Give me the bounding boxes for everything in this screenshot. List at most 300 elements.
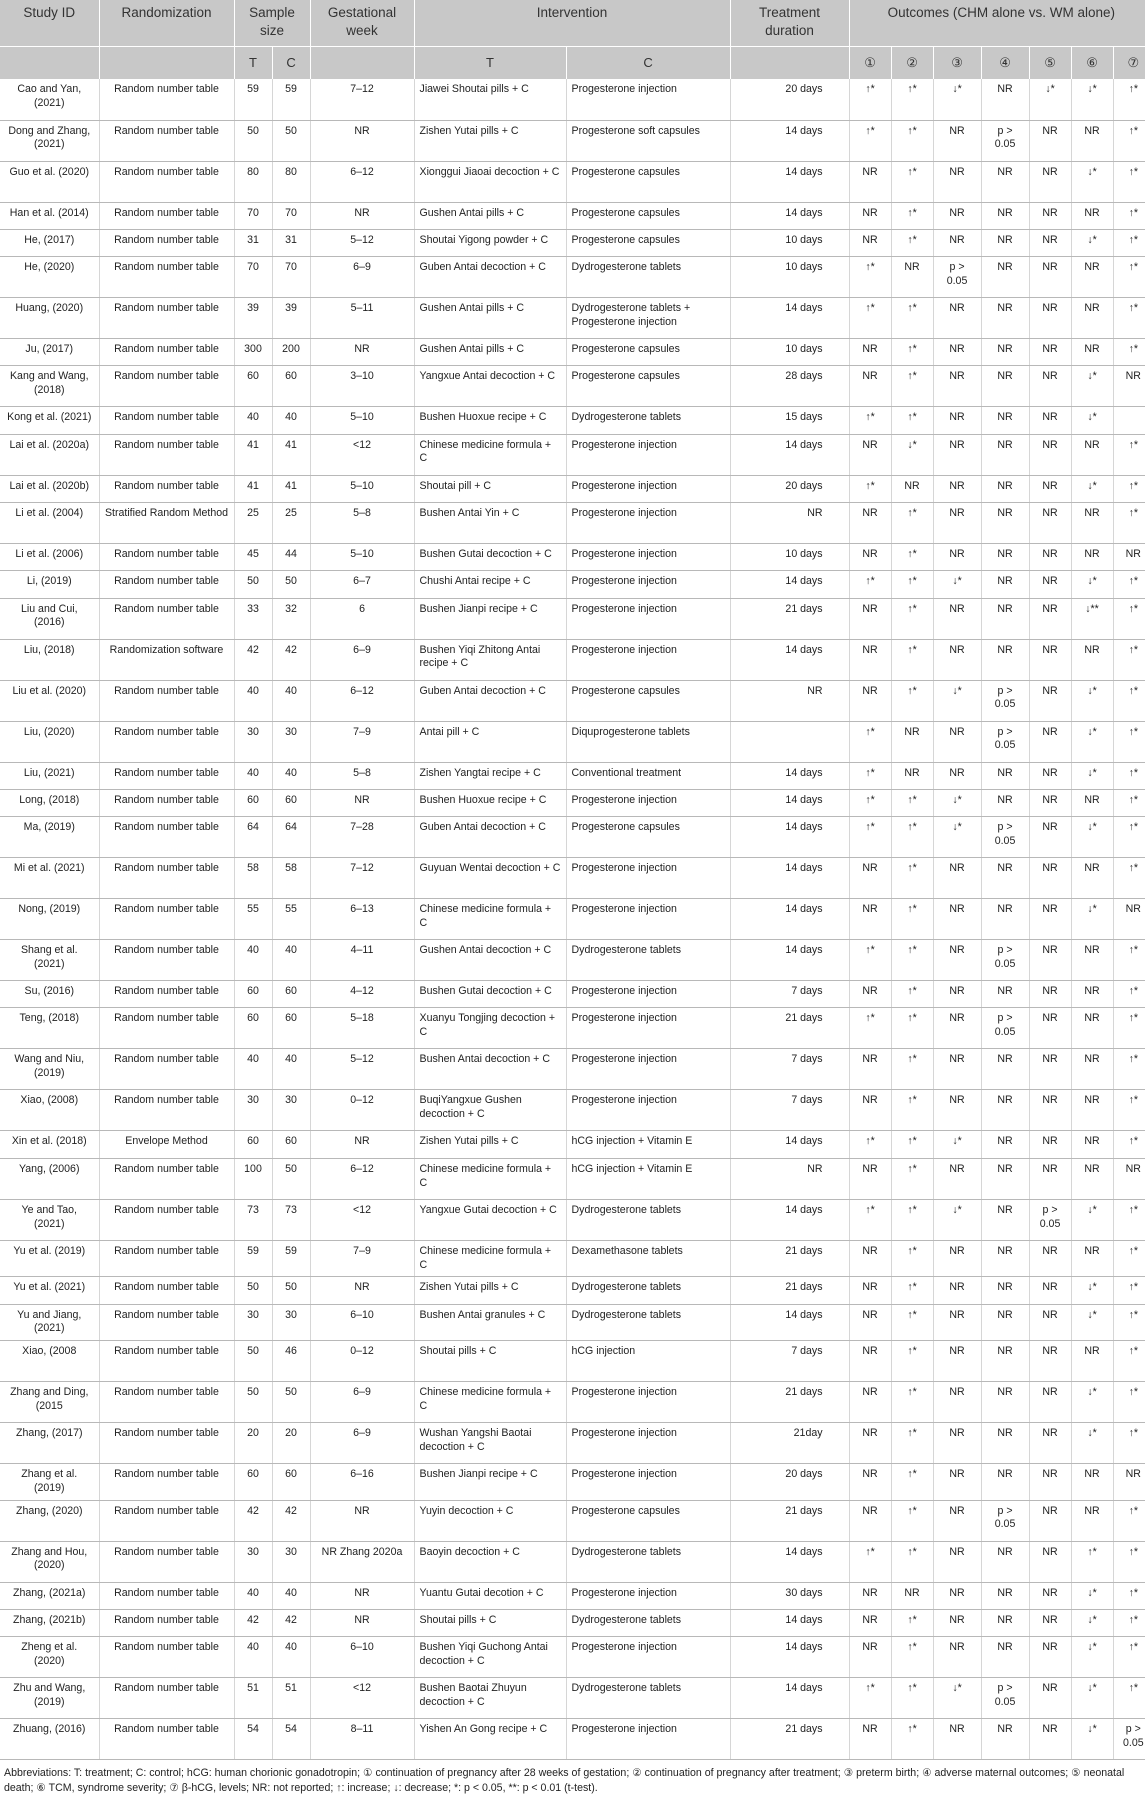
outcome-5-cell: NR: [1029, 475, 1071, 502]
duration-cell: 10 days: [730, 229, 849, 256]
gestational-week-cell: 6–9: [310, 1423, 414, 1464]
outcome-3-cell: ↓*: [933, 1678, 981, 1719]
gestational-week-cell: <12: [310, 434, 414, 475]
sample-c-cell: 50: [272, 120, 310, 161]
outcome-6-cell: ↓*: [1071, 1423, 1113, 1464]
outcome-2-cell: ↑*: [891, 639, 933, 680]
outcome-5-cell: NR: [1029, 229, 1071, 256]
randomization-cell: Random number table: [99, 120, 234, 161]
study-id-cell: Guo et al. (2020): [0, 161, 99, 202]
intervention-t-cell: Bushen Gutai decoction + C: [414, 543, 566, 570]
outcome-4-cell: NR: [981, 1609, 1029, 1636]
outcome-6-cell: NR: [1071, 858, 1113, 899]
table-row: [0, 639, 1145, 680]
table-row: [0, 1049, 1145, 1090]
sample-c-cell: 42: [272, 639, 310, 680]
sample-c-cell: 55: [272, 899, 310, 940]
intervention-t-cell: Guben Antai decoction + C: [414, 257, 566, 298]
outcome-7-cell: ↑*: [1113, 981, 1145, 1008]
outcome-4-cell: NR: [981, 639, 1029, 680]
intervention-c-cell: Dydrogesterone tablets: [566, 1678, 730, 1719]
outcome-2-cell: ↑*: [891, 543, 933, 570]
header-intervention-c: C: [566, 47, 730, 80]
gestational-week-cell: 6–9: [310, 1382, 414, 1423]
outcome-4-cell: NR: [981, 434, 1029, 475]
outcome-1-cell: NR: [849, 899, 891, 940]
intervention-c-cell: Progesterone capsules: [566, 817, 730, 858]
outcome-5-cell: NR: [1029, 680, 1071, 721]
gestational-week-cell: 4–11: [310, 940, 414, 981]
outcome-5-cell: NR: [1029, 981, 1071, 1008]
gestational-week-cell: 5–18: [310, 1008, 414, 1049]
outcome-2-cell: ↑*: [891, 1304, 933, 1341]
intervention-c-cell: Progesterone injection: [566, 1008, 730, 1049]
sample-c-cell: 58: [272, 858, 310, 899]
outcome-3-cell: NR: [933, 899, 981, 940]
outcome-4-cell: NR: [981, 1199, 1029, 1240]
duration-cell: 30 days: [730, 1582, 849, 1609]
outcome-2-cell: ↑*: [891, 1277, 933, 1304]
outcome-5-cell: NR: [1029, 1304, 1071, 1341]
intervention-c-cell: Progesterone injection: [566, 1464, 730, 1501]
outcome-1-cell: NR: [849, 639, 891, 680]
duration-cell: 21 days: [730, 1240, 849, 1277]
gestational-week-cell: NR: [310, 202, 414, 229]
intervention-c-cell: Dydrogesterone tablets: [566, 1277, 730, 1304]
outcome-4-cell: p > 0.05: [981, 680, 1029, 721]
duration-cell: NR: [730, 502, 849, 543]
outcome-6-cell: NR: [1071, 789, 1113, 816]
outcome-7-cell: NR: [1113, 366, 1145, 407]
outcome-2-cell: ↑*: [891, 1637, 933, 1678]
sample-t-cell: 30: [234, 1090, 272, 1131]
randomization-cell: Random number table: [99, 1500, 234, 1541]
outcome-4-cell: p > 0.05: [981, 120, 1029, 161]
intervention-t-cell: Bushen Huoxue recipe + C: [414, 407, 566, 434]
outcome-3-cell: NR: [933, 407, 981, 434]
duration-cell: NR: [730, 1158, 849, 1199]
outcome-1-cell: NR: [849, 1423, 891, 1464]
outcome-1-cell: NR: [849, 981, 891, 1008]
outcome-1-cell: NR: [849, 229, 891, 256]
outcome-5-cell: NR: [1029, 1719, 1071, 1760]
randomization-cell: Random number table: [99, 1382, 234, 1423]
gestational-week-cell: NR: [310, 1131, 414, 1158]
outcome-4-cell: NR: [981, 161, 1029, 202]
duration-cell: 14 days: [730, 120, 849, 161]
outcome-2-cell: ↑*: [891, 298, 933, 339]
outcome-5-cell: NR: [1029, 339, 1071, 366]
sample-c-cell: 46: [272, 1341, 310, 1382]
outcome-4-cell: NR: [981, 1277, 1029, 1304]
outcome-1-cell: NR: [849, 366, 891, 407]
gestational-week-cell: 6–9: [310, 257, 414, 298]
header-outcome-4: ④: [981, 47, 1029, 80]
gestational-week-cell: <12: [310, 1678, 414, 1719]
gestational-week-cell: 6–12: [310, 680, 414, 721]
outcome-3-cell: NR: [933, 366, 981, 407]
table-row: [0, 899, 1145, 940]
duration-cell: 14 days: [730, 858, 849, 899]
outcome-1-cell: NR: [849, 1464, 891, 1501]
sample-t-cell: 60: [234, 366, 272, 407]
outcome-2-cell: ↑*: [891, 120, 933, 161]
header-blank: [0, 47, 99, 80]
outcome-1-cell: NR: [849, 680, 891, 721]
sample-c-cell: 64: [272, 817, 310, 858]
table-row: [0, 981, 1145, 1008]
gestational-week-cell: 6–16: [310, 1464, 414, 1501]
outcome-3-cell: NR: [933, 475, 981, 502]
outcome-3-cell: ↓*: [933, 1131, 981, 1158]
outcome-3-cell: NR: [933, 1541, 981, 1582]
intervention-t-cell: Chinese medicine formula + C: [414, 1158, 566, 1199]
intervention-c-cell: Progesterone injection: [566, 1090, 730, 1131]
outcome-4-cell: NR: [981, 598, 1029, 639]
table-row: [0, 858, 1145, 899]
outcome-3-cell: p > 0.05: [933, 257, 981, 298]
outcome-4-cell: NR: [981, 1423, 1029, 1464]
sample-t-cell: 30: [234, 1541, 272, 1582]
duration-cell: 7 days: [730, 1341, 849, 1382]
outcome-5-cell: NR: [1029, 858, 1071, 899]
sample-c-cell: 31: [272, 229, 310, 256]
gestational-week-cell: 5–10: [310, 407, 414, 434]
randomization-cell: Random number table: [99, 407, 234, 434]
study-id-cell: Huang, (2020): [0, 298, 99, 339]
intervention-c-cell: Progesterone capsules: [566, 161, 730, 202]
duration-cell: 14 days: [730, 1678, 849, 1719]
sample-c-cell: 40: [272, 407, 310, 434]
randomization-cell: Random number table: [99, 366, 234, 407]
outcome-1-cell: NR: [849, 1637, 891, 1678]
header-treatment-duration: Treatment duration: [730, 0, 849, 47]
outcome-7-cell: ↑*: [1113, 817, 1145, 858]
table-row: [0, 257, 1145, 298]
intervention-c-cell: Progesterone injection: [566, 475, 730, 502]
intervention-t-cell: Jiawei Shoutai pills + C: [414, 79, 566, 120]
outcome-5-cell: NR: [1029, 1240, 1071, 1277]
sample-t-cell: 42: [234, 639, 272, 680]
sample-t-cell: 50: [234, 1341, 272, 1382]
outcome-3-cell: NR: [933, 598, 981, 639]
randomization-cell: Random number table: [99, 1609, 234, 1636]
outcome-3-cell: NR: [933, 1341, 981, 1382]
outcome-1-cell: ↑*: [849, 817, 891, 858]
outcome-6-cell: NR: [1071, 981, 1113, 1008]
outcome-5-cell: NR: [1029, 502, 1071, 543]
outcome-5-cell: NR: [1029, 1609, 1071, 1636]
outcome-5-cell: NR: [1029, 789, 1071, 816]
intervention-t-cell: BuqiYangxue Gushen decoction + C: [414, 1090, 566, 1131]
outcome-4-cell: p > 0.05: [981, 1500, 1029, 1541]
table-row: [0, 298, 1145, 339]
randomization-cell: Stratified Random Method: [99, 502, 234, 543]
intervention-t-cell: Gushen Antai pills + C: [414, 298, 566, 339]
study-id-cell: Han et al. (2014): [0, 202, 99, 229]
outcome-2-cell: NR: [891, 1582, 933, 1609]
randomization-cell: Random number table: [99, 543, 234, 570]
outcome-7-cell: ↑*: [1113, 940, 1145, 981]
sample-c-cell: 59: [272, 79, 310, 120]
outcome-1-cell: ↑*: [849, 1678, 891, 1719]
intervention-t-cell: Zishen Yangtai recipe + C: [414, 762, 566, 789]
duration-cell: 14 days: [730, 899, 849, 940]
outcome-6-cell: ↓*: [1071, 1382, 1113, 1423]
outcome-3-cell: NR: [933, 161, 981, 202]
study-id-cell: Cao and Yan, (2021): [0, 79, 99, 120]
study-id-cell: Wang and Niu, (2019): [0, 1049, 99, 1090]
intervention-c-cell: Progesterone injection: [566, 1582, 730, 1609]
intervention-t-cell: Bushen Jianpi recipe + C: [414, 1464, 566, 1501]
outcome-6-cell: ↓*: [1071, 407, 1113, 434]
outcome-3-cell: NR: [933, 639, 981, 680]
gestational-week-cell: 5–10: [310, 475, 414, 502]
outcome-4-cell: NR: [981, 79, 1029, 120]
sample-t-cell: 20: [234, 1423, 272, 1464]
sample-t-cell: 30: [234, 721, 272, 762]
intervention-c-cell: Progesterone injection: [566, 1637, 730, 1678]
outcome-1-cell: ↑*: [849, 762, 891, 789]
intervention-t-cell: Shoutai Yigong powder + C: [414, 229, 566, 256]
outcome-4-cell: p > 0.05: [981, 1008, 1029, 1049]
sample-t-cell: 60: [234, 1008, 272, 1049]
outcome-7-cell: ↑*: [1113, 161, 1145, 202]
outcome-4-cell: NR: [981, 298, 1029, 339]
outcome-1-cell: ↑*: [849, 940, 891, 981]
outcome-2-cell: ↑*: [891, 202, 933, 229]
outcome-1-cell: NR: [849, 161, 891, 202]
outcome-5-cell: NR: [1029, 1382, 1071, 1423]
outcome-5-cell: NR: [1029, 598, 1071, 639]
intervention-c-cell: Progesterone soft capsules: [566, 120, 730, 161]
sample-c-cell: 60: [272, 789, 310, 816]
outcome-1-cell: NR: [849, 858, 891, 899]
outcome-2-cell: NR: [891, 762, 933, 789]
outcome-6-cell: ↓**: [1071, 598, 1113, 639]
intervention-t-cell: Bushen Huoxue recipe + C: [414, 789, 566, 816]
outcome-7-cell: ↑*: [1113, 1423, 1145, 1464]
outcome-1-cell: ↑*: [849, 1131, 891, 1158]
gestational-week-cell: 0–12: [310, 1341, 414, 1382]
sample-c-cell: 40: [272, 762, 310, 789]
outcome-7-cell: ↑*: [1113, 434, 1145, 475]
outcome-3-cell: ↓*: [933, 817, 981, 858]
intervention-c-cell: Progesterone injection: [566, 543, 730, 570]
duration-cell: [730, 721, 849, 762]
duration-cell: 14 days: [730, 817, 849, 858]
outcome-4-cell: NR: [981, 1341, 1029, 1382]
outcome-5-cell: NR: [1029, 257, 1071, 298]
table-row: [0, 1199, 1145, 1240]
outcome-6-cell: NR: [1071, 543, 1113, 570]
sample-c-cell: 41: [272, 434, 310, 475]
outcome-2-cell: ↑*: [891, 1341, 933, 1382]
outcome-4-cell: NR: [981, 899, 1029, 940]
outcome-1-cell: ↑*: [849, 120, 891, 161]
gestational-week-cell: 7–12: [310, 79, 414, 120]
sample-t-cell: 42: [234, 1500, 272, 1541]
header-outcome-5: ⑤: [1029, 47, 1071, 80]
outcome-1-cell: NR: [849, 339, 891, 366]
outcome-4-cell: NR: [981, 1464, 1029, 1501]
sample-t-cell: 33: [234, 598, 272, 639]
sample-t-cell: 40: [234, 1582, 272, 1609]
sample-c-cell: 42: [272, 1500, 310, 1541]
outcome-5-cell: NR: [1029, 1541, 1071, 1582]
outcome-6-cell: ↓*: [1071, 366, 1113, 407]
duration-cell: 14 days: [730, 202, 849, 229]
header-outcome-3: ③: [933, 47, 981, 80]
sample-t-cell: 50: [234, 120, 272, 161]
intervention-t-cell: Yuantu Gutai decotion + C: [414, 1582, 566, 1609]
intervention-t-cell: Zishen Yutai pills + C: [414, 1131, 566, 1158]
duration-cell: 20 days: [730, 1464, 849, 1501]
table-row: [0, 1719, 1145, 1760]
outcome-2-cell: NR: [891, 721, 933, 762]
duration-cell: 28 days: [730, 366, 849, 407]
gestational-week-cell: 5–12: [310, 229, 414, 256]
duration-cell: 21 days: [730, 1500, 849, 1541]
outcome-1-cell: NR: [849, 1277, 891, 1304]
outcome-7-cell: ↑*: [1113, 639, 1145, 680]
outcome-2-cell: ↑*: [891, 899, 933, 940]
outcome-6-cell: ↓*: [1071, 680, 1113, 721]
intervention-t-cell: Chinese medicine formula + C: [414, 434, 566, 475]
header-study-id: Study ID: [0, 0, 99, 47]
outcome-6-cell: ↓*: [1071, 1609, 1113, 1636]
sample-t-cell: 80: [234, 161, 272, 202]
table-row: [0, 1131, 1145, 1158]
outcome-6-cell: ↓*: [1071, 721, 1113, 762]
gestational-week-cell: 7–9: [310, 1240, 414, 1277]
outcome-7-cell: ↑*: [1113, 680, 1145, 721]
duration-cell: 7 days: [730, 981, 849, 1008]
table-footnote: Abbreviations: T: treatment; C: control; hCG: human chorionic gonadotropin; ① continuation of pregnancy after 28 weeks of gestation; ② continuation of pregnancy after treatment; ③ preterm birth; ④ adverse maternal outcomes; ⑤ neonatal death; ⑥ TCM, syndrome severity; ⑦ β-hCG, levels; NR: not reported; ↑: increase; ↓: decrease; *: p < 0.05, **: p < 0.01 (t-test).: [4, 1767, 1125, 1795]
randomization-cell: Random number table: [99, 789, 234, 816]
sample-t-cell: 40: [234, 762, 272, 789]
study-id-cell: Nong, (2019): [0, 899, 99, 940]
outcome-2-cell: ↑*: [891, 817, 933, 858]
sample-c-cell: 30: [272, 1541, 310, 1582]
randomization-cell: Random number table: [99, 434, 234, 475]
intervention-c-cell: hCG injection + Vitamin E: [566, 1131, 730, 1158]
sample-c-cell: 20: [272, 1423, 310, 1464]
outcome-1-cell: NR: [849, 1341, 891, 1382]
duration-cell: 21 days: [730, 1008, 849, 1049]
intervention-c-cell: Dydrogesterone tablets: [566, 1541, 730, 1582]
duration-cell: 21 days: [730, 598, 849, 639]
table-row: [0, 1008, 1145, 1049]
randomization-cell: Random number table: [99, 721, 234, 762]
gestational-week-cell: 3–10: [310, 366, 414, 407]
outcome-7-cell: ↑*: [1113, 202, 1145, 229]
outcome-6-cell: NR: [1071, 639, 1113, 680]
study-id-cell: Lai et al. (2020b): [0, 475, 99, 502]
sample-c-cell: 200: [272, 339, 310, 366]
intervention-c-cell: Dydrogesterone tablets + Progesterone injection: [566, 298, 730, 339]
outcome-6-cell: ↓*: [1071, 1199, 1113, 1240]
intervention-c-cell: Progesterone injection: [566, 1423, 730, 1464]
table-row: [0, 434, 1145, 475]
outcome-7-cell: NR: [1113, 1464, 1145, 1501]
intervention-t-cell: Antai pill + C: [414, 721, 566, 762]
sample-c-cell: 73: [272, 1199, 310, 1240]
intervention-c-cell: Progesterone injection: [566, 598, 730, 639]
outcome-1-cell: ↑*: [849, 571, 891, 598]
sample-t-cell: 40: [234, 1049, 272, 1090]
outcome-6-cell: NR: [1071, 298, 1113, 339]
table-row: [0, 339, 1145, 366]
outcome-1-cell: NR: [849, 502, 891, 543]
header-outcome-6: ⑥: [1071, 47, 1113, 80]
outcome-5-cell: NR: [1029, 940, 1071, 981]
outcome-7-cell: ↑*: [1113, 858, 1145, 899]
sample-c-cell: 50: [272, 571, 310, 598]
outcome-2-cell: ↑*: [891, 161, 933, 202]
outcome-7-cell: ↑*: [1113, 298, 1145, 339]
intervention-c-cell: Dydrogesterone tablets: [566, 1304, 730, 1341]
outcome-1-cell: ↑*: [849, 79, 891, 120]
outcome-3-cell: NR: [933, 1240, 981, 1277]
study-id-cell: Zhang, (2017): [0, 1423, 99, 1464]
outcome-3-cell: NR: [933, 339, 981, 366]
randomization-cell: Random number table: [99, 1158, 234, 1199]
outcome-1-cell: ↑*: [849, 257, 891, 298]
randomization-cell: Random number table: [99, 1240, 234, 1277]
outcome-7-cell: ↑*: [1113, 721, 1145, 762]
sample-c-cell: 70: [272, 202, 310, 229]
outcome-4-cell: NR: [981, 229, 1029, 256]
randomization-cell: Random number table: [99, 598, 234, 639]
outcome-7-cell: ↑*: [1113, 1090, 1145, 1131]
intervention-c-cell: Progesterone injection: [566, 981, 730, 1008]
outcome-7-cell: ↑*: [1113, 502, 1145, 543]
table-row: [0, 721, 1145, 762]
intervention-c-cell: Dydrogesterone tablets: [566, 940, 730, 981]
outcome-7-cell: NR: [1113, 899, 1145, 940]
outcome-2-cell: ↑*: [891, 571, 933, 598]
study-id-cell: Kong et al. (2021): [0, 407, 99, 434]
study-id-cell: He, (2020): [0, 257, 99, 298]
duration-cell: 14 days: [730, 434, 849, 475]
randomization-cell: Random number table: [99, 161, 234, 202]
gestational-week-cell: 6–12: [310, 1158, 414, 1199]
outcome-3-cell: ↓*: [933, 571, 981, 598]
study-id-cell: Zhang and Hou, (2020): [0, 1541, 99, 1582]
outcome-7-cell: ↑*: [1113, 789, 1145, 816]
gestational-week-cell: 5–12: [310, 1049, 414, 1090]
intervention-c-cell: Progesterone injection: [566, 899, 730, 940]
outcome-2-cell: ↑*: [891, 1500, 933, 1541]
table-row: [0, 1678, 1145, 1719]
outcome-4-cell: p > 0.05: [981, 817, 1029, 858]
outcome-2-cell: ↑*: [891, 858, 933, 899]
header-outcome-2: ②: [891, 47, 933, 80]
intervention-t-cell: Xionggui Jiaoai decoction + C: [414, 161, 566, 202]
duration-cell: 21 days: [730, 1277, 849, 1304]
outcome-3-cell: NR: [933, 1637, 981, 1678]
intervention-c-cell: Progesterone capsules: [566, 680, 730, 721]
study-id-cell: Kang and Wang, (2018): [0, 366, 99, 407]
outcome-7-cell: ↑*: [1113, 120, 1145, 161]
header-intervention: Intervention: [414, 0, 730, 47]
outcome-2-cell: ↑*: [891, 1609, 933, 1636]
outcome-3-cell: NR: [933, 1719, 981, 1760]
intervention-t-cell: Shoutai pill + C: [414, 475, 566, 502]
outcome-3-cell: NR: [933, 858, 981, 899]
duration-cell: 14 days: [730, 940, 849, 981]
